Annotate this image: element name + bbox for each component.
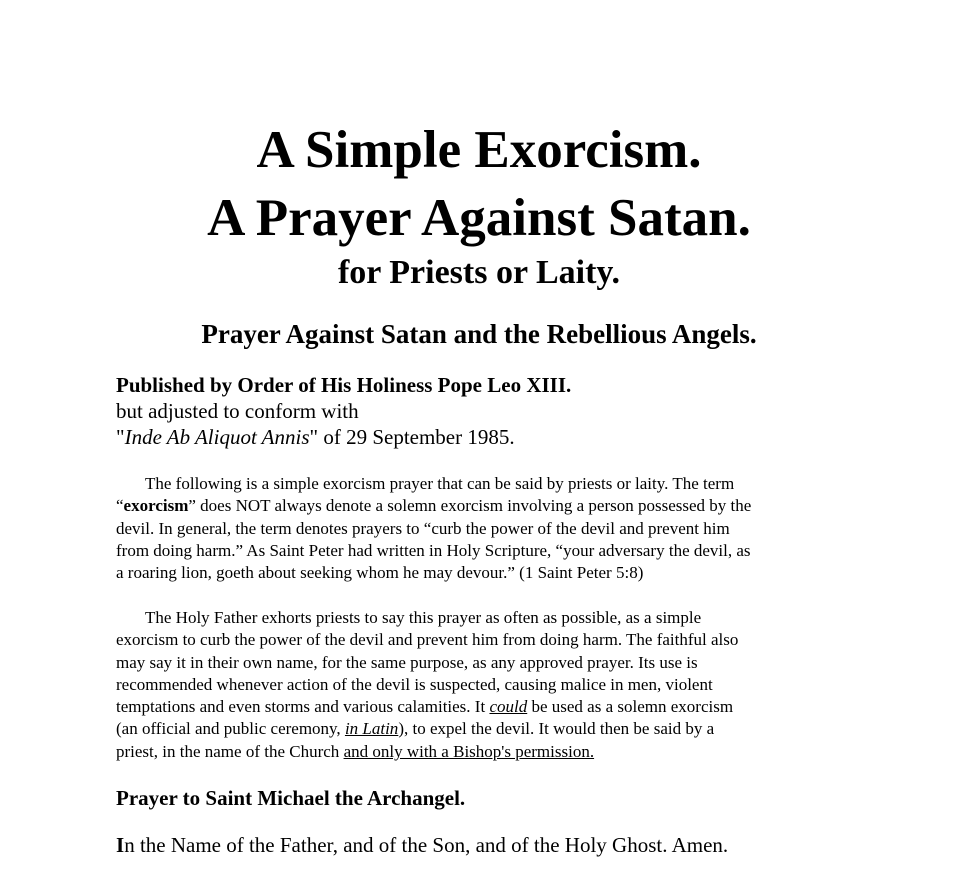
title-line-1: A Simple Exorcism. — [256, 121, 702, 179]
paragraph-line: may say it in their own name, for the same purpose, as any approved prayer. Its use is — [116, 652, 698, 672]
reference-date: " of 29 September 1985. — [309, 425, 515, 449]
paragraph-line — [116, 495, 844, 517]
invocation-text: n the Name of the Father, and of the Son, and of the Holy Ghost. Amen. — [124, 833, 729, 857]
paragraph-holy-father — [116, 607, 844, 763]
quote-mark: “ — [116, 496, 124, 516]
publication-notice — [116, 372, 876, 450]
published-by-line: Published by Order of His Holiness Pope Leo XIII. — [116, 373, 572, 397]
paragraph-line — [116, 741, 844, 763]
paragraph-line: The following is a simple exorcism prayer that can be said by priests or laity. The term — [145, 474, 735, 493]
title-line-2: A Prayer Against Satan. — [207, 189, 751, 247]
title-line-3: for Priests or Laity. — [337, 254, 621, 291]
paragraph-line: devil. In general, the term denotes prayers to “curb the power of the devil and prevent him — [116, 518, 730, 538]
paragraph-line — [116, 718, 844, 740]
emphasis-bishop-permission: and only with a Bishop's permission. — [343, 741, 595, 761]
paragraph-line: from doing harm.” As Saint Peter had written in Holy Scripture, “your adversary the devil, as — [116, 540, 751, 560]
line-text: temptations and even storms and various calamities. It — [116, 697, 490, 717]
term-exorcism: exorcism — [123, 496, 189, 516]
line-text: ” does NOT always denote a solemn exorcism involving a person possessed by the — [188, 496, 752, 516]
document-subtitle: Prayer Against Satan and the Rebellious Angels. — [201, 319, 757, 349]
prayer-invocation — [116, 832, 728, 858]
line-text: priest, in the name of the Church — [116, 741, 344, 761]
document-reference-line — [116, 424, 876, 450]
paragraph-line — [116, 696, 844, 718]
line-text: ), to expel the devil. It would then be said by a — [398, 719, 715, 739]
paragraph-line: exorcism to curb the power of the devil and prevent him from doing harm. The faithful also — [116, 630, 739, 650]
emphasis-could: could — [489, 697, 528, 717]
document-title-italic: Inde Ab Aliquot Annis — [124, 425, 310, 449]
paragraph-exorcism-definition — [116, 473, 844, 584]
adjusted-line: but adjusted to conform with — [116, 399, 359, 423]
quote-open: " — [116, 425, 125, 449]
paragraph-line: recommended whenever action of the devil is suspected, causing malice in men, violent — [116, 674, 713, 694]
drop-initial: I — [116, 833, 125, 857]
paragraph-line: a roaring lion, goeth about seeking whom he may devour.” (1 Saint Peter 5:8) — [116, 563, 644, 583]
paragraph-line: The Holy Father exhorts priests to say this prayer as often as possible, as a simple — [145, 608, 702, 627]
line-text: (an official and public ceremony, — [116, 719, 345, 739]
prayer-heading: Prayer to Saint Michael the Archangel. — [116, 786, 466, 810]
emphasis-in-latin: in Latin — [344, 719, 399, 739]
line-text: be used as a solemn exorcism — [527, 697, 734, 717]
